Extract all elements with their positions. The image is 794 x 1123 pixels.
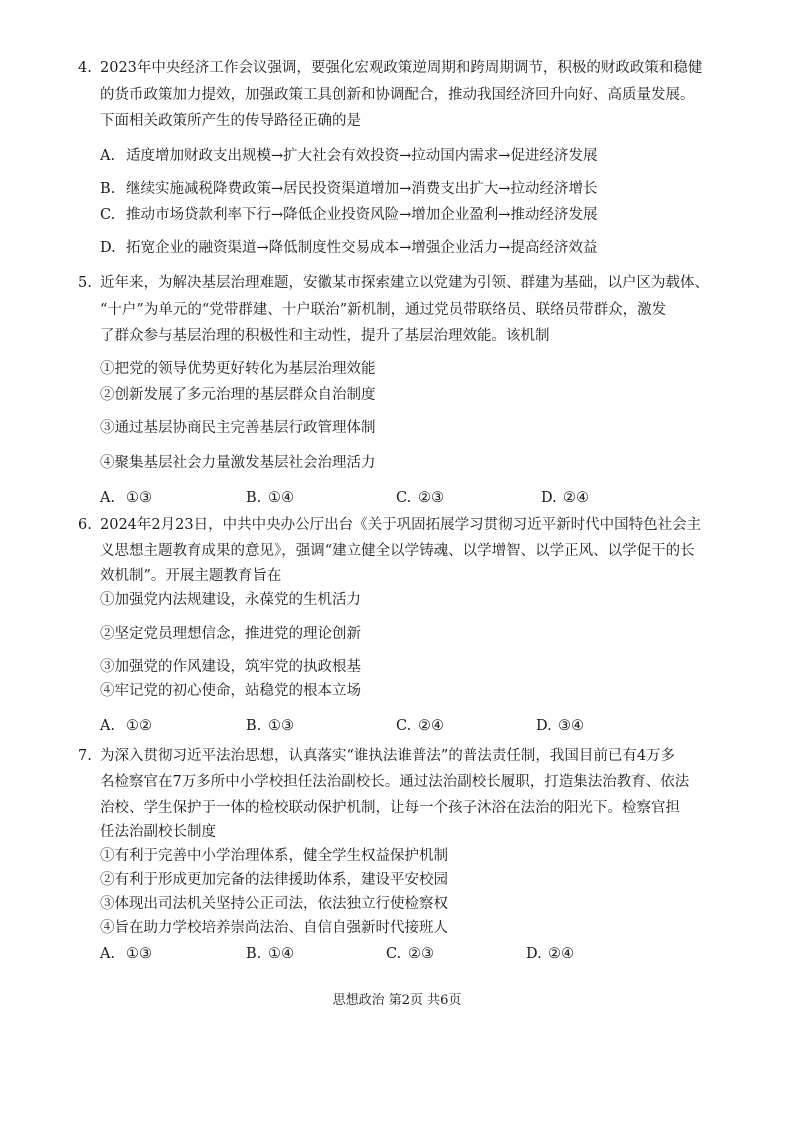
option-label: C. (396, 718, 412, 734)
option-a[interactable] (100, 944, 152, 964)
option-c[interactable] (100, 205, 597, 225)
statement-item: ①加强党内法规建设，永葆党的生机活力 (100, 592, 361, 608)
option-text: ①③ (268, 718, 294, 734)
statement-item: ③体现出司法机关坚持公正司法，依法独立行使检察权 (100, 896, 448, 912)
statement-item: ④牢记党的初心使命，站稳党的根本立场 (100, 683, 361, 699)
option-text: ②③ (418, 490, 444, 506)
statement-item: ②有利于形成更加完备的法律援助体系，建设平安校园 (100, 872, 448, 888)
question-number: 4. (78, 60, 92, 76)
statement-item: ①有利于完善中小学治理体系，健全学生权益保护机制 (100, 848, 448, 864)
option-a[interactable] (100, 146, 597, 166)
option-label: A. (100, 490, 116, 506)
statement-item: ④旨在助力学校培养崇尚法治、自信自强新时代接班人 (100, 920, 448, 936)
option-text: ②④ (548, 946, 574, 962)
statement-item: ④聚集基层社会力量激发基层社会治理活力 (100, 455, 376, 471)
option-text: ①④ (268, 946, 294, 962)
question-stem-line: 为深入贯彻习近平法治思想，认真落实“谁执法谁普法”的普法责任制，我国目前已有4万多 (100, 748, 676, 764)
option-label: D. (536, 718, 552, 734)
option-label: B. (246, 718, 262, 734)
question-number: 7. (78, 748, 92, 764)
option-d[interactable] (541, 488, 589, 508)
question-stem-line: 下面相关政策所产生的传导路径正确的是 (100, 113, 361, 129)
option-d[interactable] (100, 238, 597, 258)
option-text: 继续实施减税降费政策→居民投资渠道增加→消费支出扩大→拉动经济增长 (126, 181, 598, 197)
option-text: ②④ (563, 490, 589, 506)
option-label: D. (100, 240, 116, 256)
option-text: ②④ (418, 718, 444, 734)
question-stem-line: 义思想主题教育成果的意见》，强调“建立健全以学铸魂、以学增智、以学正风、以学促干的长 (100, 543, 695, 559)
option-a[interactable] (100, 488, 152, 508)
option-label: D. (541, 490, 557, 506)
question-number: 6. (78, 517, 92, 533)
option-c[interactable] (396, 716, 444, 736)
question-stem-line: 的货币政策加力提效，加强政策工具创新和协调配合，推动我国经济回升向好、高质量发展。 (100, 87, 695, 103)
option-b[interactable] (246, 488, 294, 508)
option-label: C. (396, 490, 412, 506)
option-label: A. (100, 148, 116, 164)
option-text: 推动市场贷款利率下行→降低企业投资风险→增加企业盈利→推动经济发展 (126, 207, 598, 223)
option-label: C. (100, 207, 116, 223)
option-c[interactable] (396, 488, 444, 508)
question-stem-line: 治校、学生保护于一体的检校联动保护机制，让每一个孩子沐浴在法治的阳光下。检察官担 (100, 800, 680, 816)
option-label: A. (100, 718, 116, 734)
option-label: B. (100, 181, 116, 197)
option-label: D. (526, 946, 542, 962)
option-a[interactable] (100, 716, 152, 736)
option-label: A. (100, 946, 116, 962)
option-b[interactable] (100, 179, 597, 199)
option-b[interactable] (246, 716, 294, 736)
question-stem-line: 任法治副校长制度 (100, 824, 216, 840)
question-stem-line: 名检察官在7万多所中小学校担任法治副校长。通过法治副校长履职，打造集法治教育、依法 (100, 774, 690, 790)
option-text: 拓宽企业的融资渠道→降低制度性交易成本→增强企业活力→提高经济效益 (126, 240, 598, 256)
option-text: ①③ (126, 490, 152, 506)
option-label: B. (246, 490, 262, 506)
statement-item: ①把党的领导优势更好转化为基层治理效能 (100, 361, 376, 377)
option-b[interactable] (246, 944, 294, 964)
option-text: ①② (126, 718, 152, 734)
option-text: ①③ (126, 946, 152, 962)
question-stem-line: 2024年2月23日，中共中央办公厅出台《关于巩固拓展学习贯彻习近平新时代中国特色社会主 (100, 517, 702, 533)
option-text: ①④ (268, 490, 294, 506)
statement-item: ②创新发展了多元治理的基层群众自治制度 (100, 387, 376, 403)
question-stem-line: 效机制”。开展主题教育旨在 (100, 568, 282, 584)
option-text: ③④ (558, 718, 584, 734)
question-stem-line: 2023年中央经济工作会议强调，要强化宏观政策逆周期和跨周期调节，积极的财政政策和稳健 (100, 60, 703, 76)
question-stem-line: “十户”为单元的“党带群建、十户联治”新机制，通过党员带联络员、联络员带群众，激发 (100, 302, 667, 318)
statement-item: ③加强党的作风建设，筑牢党的执政根基 (100, 659, 361, 675)
option-text: 适度增加财政支出规模→扩大社会有效投资→拉动国内需求→促进经济发展 (126, 148, 598, 164)
question-stem-line: 了群众参与基层治理的积极性和主动性，提升了基层治理效能。该机制 (100, 328, 550, 344)
option-text: ②③ (408, 946, 434, 962)
page-footer: 思想政治 第2页 共6页 (332, 993, 462, 1008)
option-d[interactable] (526, 944, 574, 964)
option-label: B. (246, 946, 262, 962)
question-number: 5. (78, 275, 92, 291)
option-c[interactable] (386, 944, 434, 964)
option-d[interactable] (536, 716, 584, 736)
statement-item: ②坚定党员理想信念，推进党的理论创新 (100, 626, 361, 642)
option-label: C. (386, 946, 402, 962)
statement-item: ③通过基层协商民主完善基层行政管理体制 (100, 420, 376, 436)
question-stem-line: 近年来，为解决基层治理难题，安徽某市探索建立以党建为引领、群建为基础，以户区为载体、 (100, 275, 709, 291)
